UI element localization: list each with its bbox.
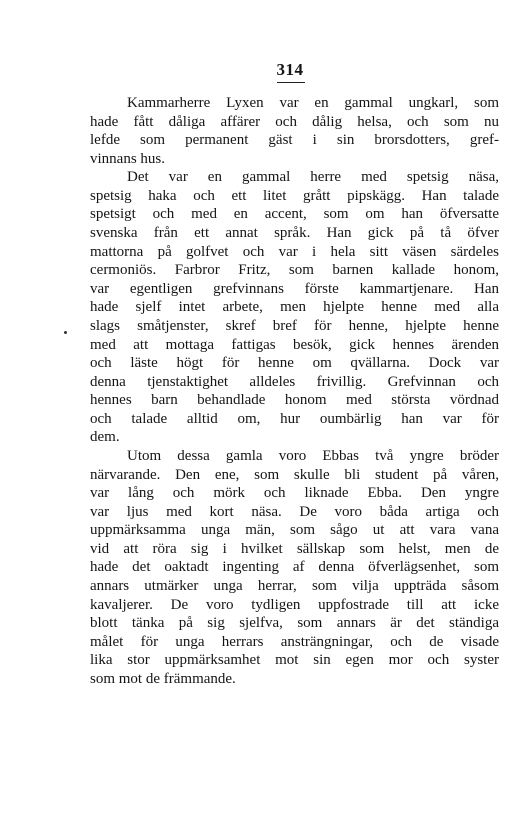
margin-speck	[64, 331, 67, 334]
text-line: spetsig haka och ett litet grått pipskägg. Han talade	[90, 187, 499, 204]
text-line: annars utmärker unga herrar, som vilja uppträda såsom	[90, 578, 499, 595]
text-line: hade fått dåliga affärer och dålig helsa, och som nu	[90, 113, 499, 130]
text-line: närvarande. Den ene, som skulle bli student på våren,	[90, 466, 499, 483]
text-line: lefde som permanent gäst i sin brorsdotters, gref-	[90, 132, 499, 149]
text-line: svenska från ett annat språk. Han gick på tå öfver	[90, 225, 499, 242]
text-line: Det var en gammal herre med spetsig näsa,	[127, 169, 499, 186]
text-line: vinnans hus.	[90, 150, 165, 167]
text-line: spetsigt och med en accent, som om han öfversatte	[90, 206, 499, 223]
text-line: som mot de främmande.	[90, 670, 236, 687]
body-text	[90, 94, 499, 689]
text-line: hennes barn behandlade honom med största vördnad	[90, 392, 499, 409]
text-line: Kammarherre Lyxen var en gammal ungkarl, som	[127, 95, 499, 111]
text-line: och talade alltid om, hur oumbärlig han var för	[90, 410, 499, 427]
text-line: kavaljerer. De voro tydligen uppfostrade till att icke	[90, 596, 499, 613]
text-line: vid att röra sig i hvilket sällskap som helst, men de	[90, 540, 499, 557]
text-line: blott tänka på sig sjelfva, som annars är det ständiga	[90, 615, 499, 632]
text-line: var lång och mörk och liknade Ebba. Den yngre	[90, 485, 499, 502]
text-line: målet för unga herrars ansträngningar, och de visade	[90, 633, 499, 650]
text-line: mattorna på golfvet och var i hela sitt väsen särdeles	[90, 243, 499, 260]
paragraph-1	[90, 94, 499, 168]
paragraph-3	[90, 447, 499, 689]
text-line: slags småtjenster, skref bref för henne, hjelpte henne	[90, 317, 499, 334]
text-line: hade det oaktadt ingenting af denna öfverlägsenhet, som	[90, 559, 499, 576]
text-line: var ljus med kort näsa. De voro båda artiga och	[90, 503, 499, 520]
text-line: med att mottaga fattigas besök, gick hennes ärenden	[90, 336, 499, 353]
page-number-underline	[277, 82, 305, 83]
text-line: och läste högt för henne om qvällarna. Dock var	[90, 355, 499, 372]
text-line: lika stor uppmärksamhet mot sin egen mor och syster	[90, 652, 499, 669]
paragraph-2	[90, 168, 499, 447]
text-line: uppmärksamma unga män, som sågo ut att vara vana	[90, 522, 499, 539]
page-number: 314	[276, 60, 304, 79]
text-line: dem.	[90, 429, 120, 446]
text-line: var egentligen grefvinnans förste kammartjenare. Han	[90, 280, 499, 297]
text-line: Utom dessa gamla voro Ebbas två yngre bröder	[127, 447, 499, 464]
text-line: denna tjenstaktighet alldeles frivillig. Grefvinnan och	[90, 373, 499, 390]
text-line: hade sjelf intet arbete, men hjelpte henne med alla	[90, 299, 499, 316]
text-line: cermoniös. Farbror Fritz, som barnen kallade honom,	[90, 262, 499, 279]
